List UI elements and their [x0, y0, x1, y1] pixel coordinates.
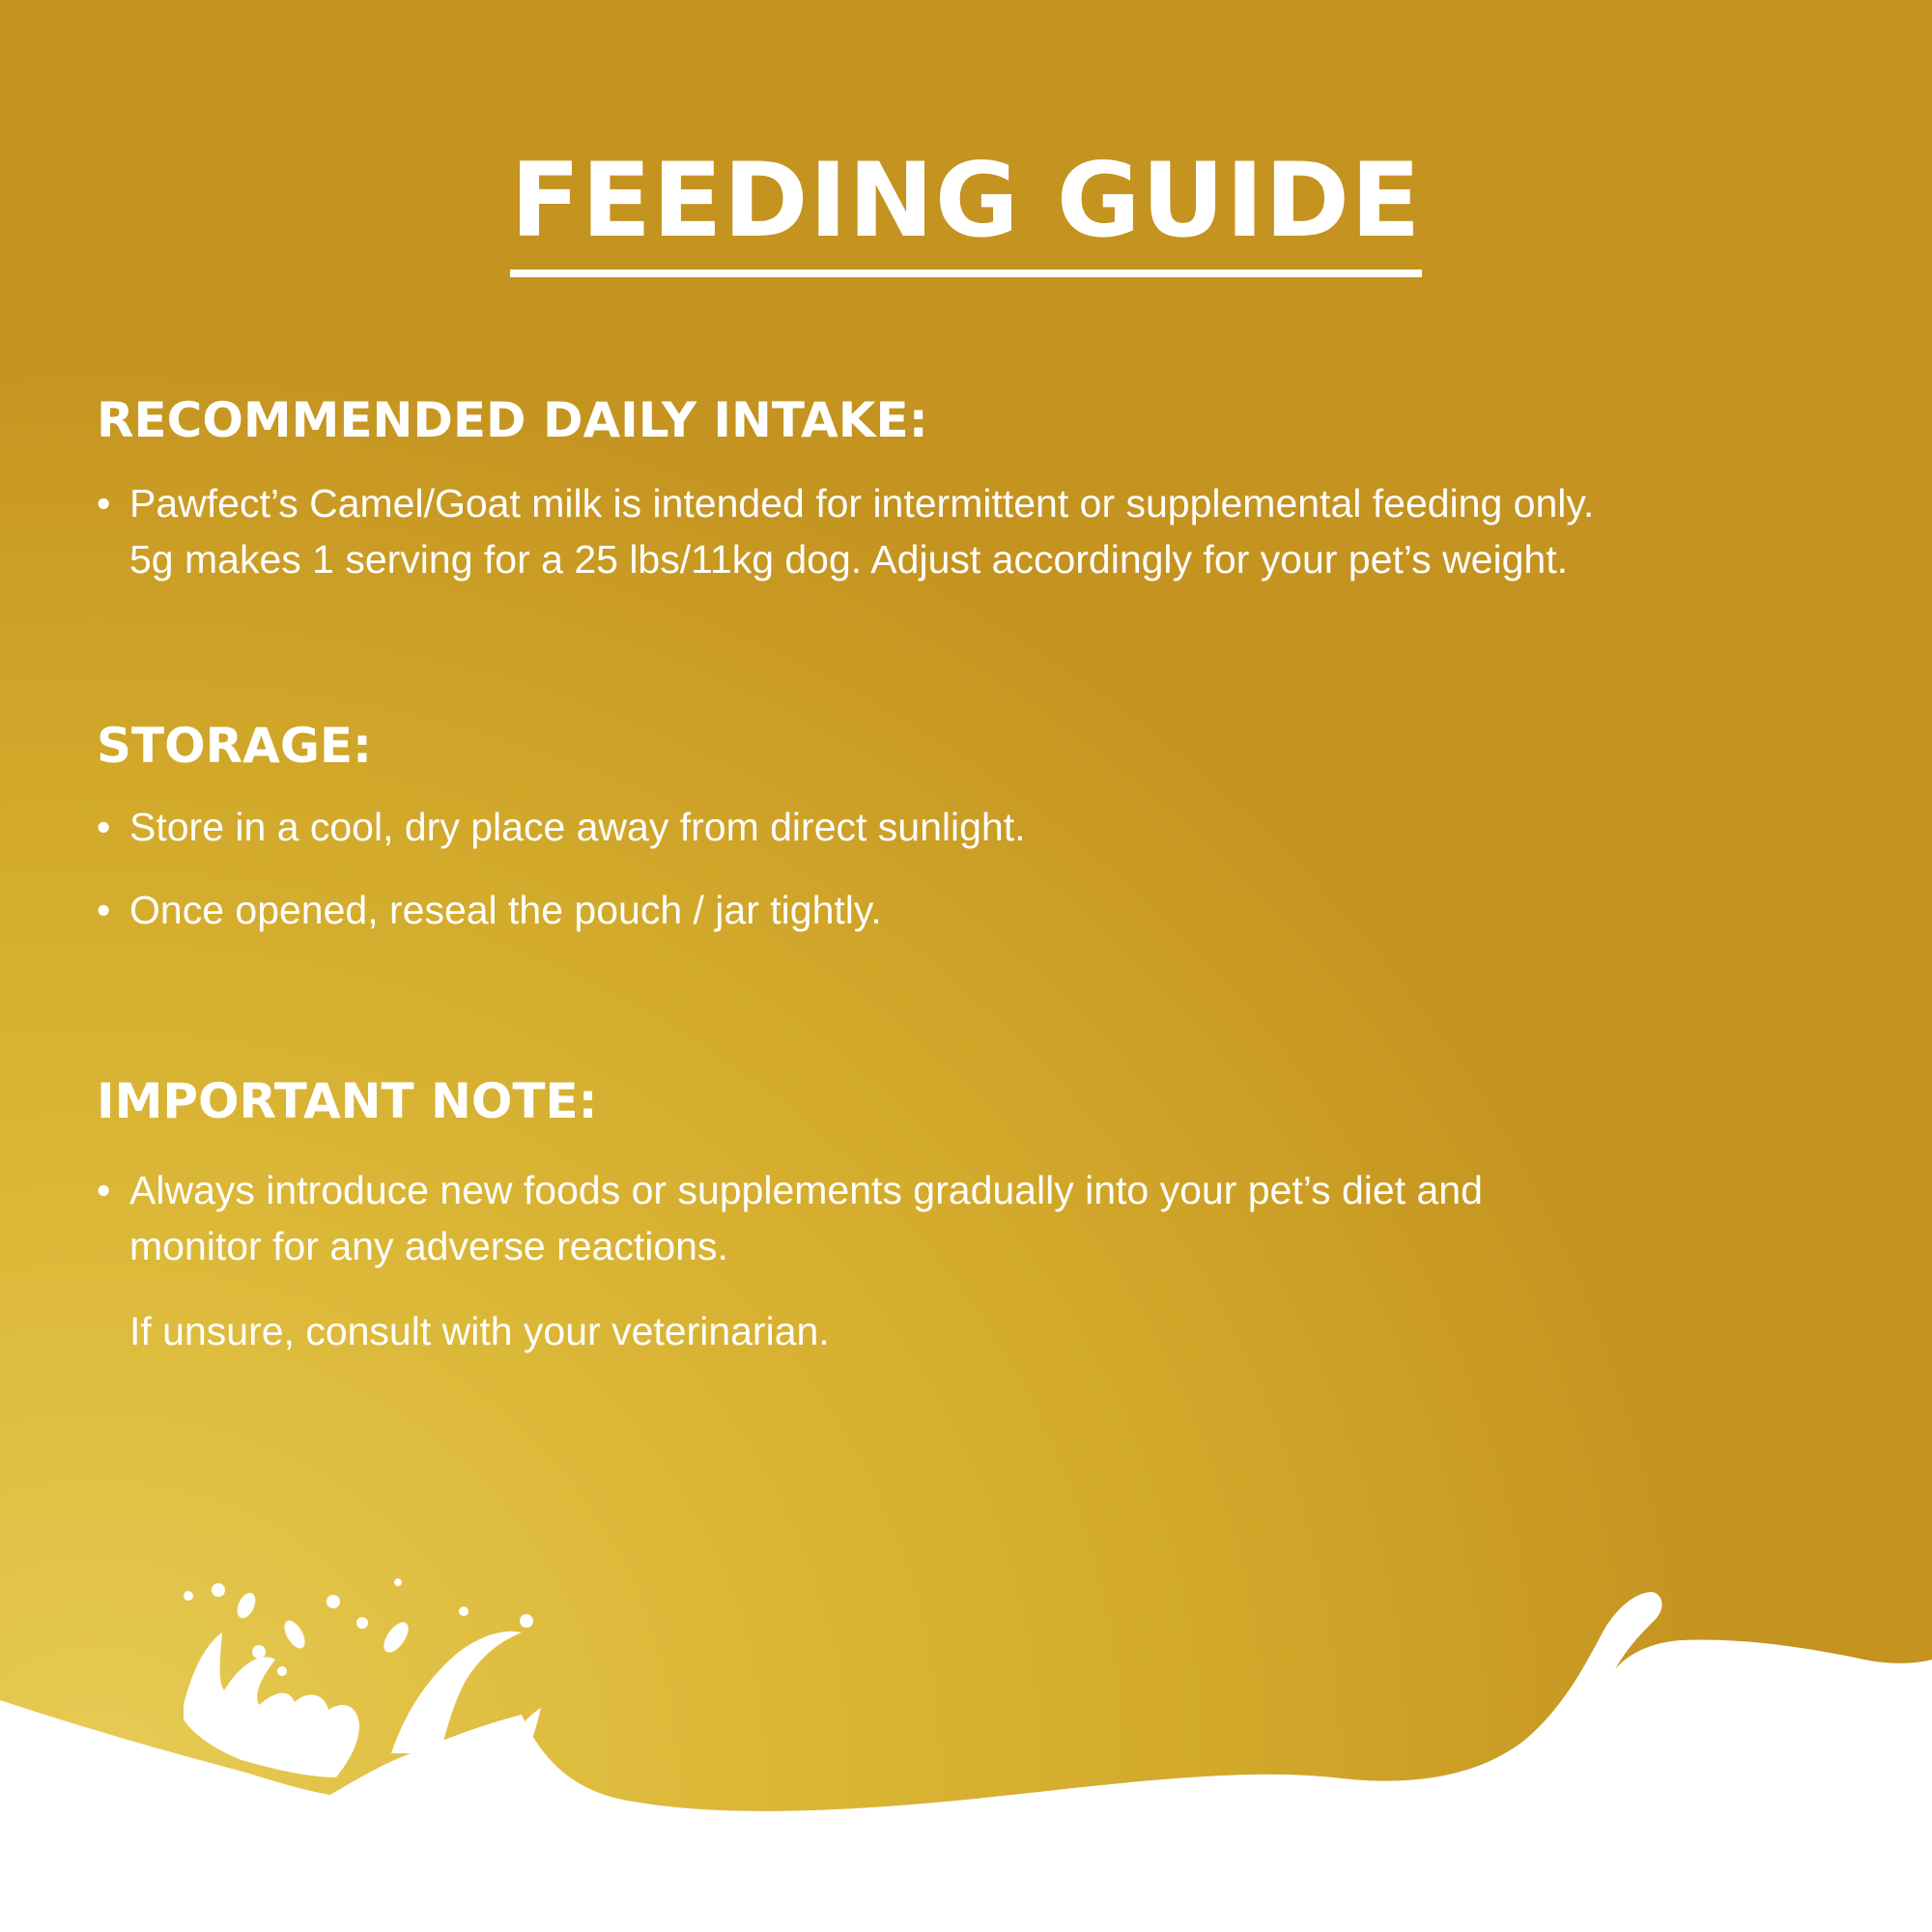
- milk-droplet: [394, 1578, 402, 1586]
- intake-bullet-line2: 5g makes 1 serving for a 25 lbs/11kg dog. Adjust accordingly for your pet’s weight.: [129, 537, 1568, 582]
- note-extra-text: If unsure, consult with your veterinarian.: [129, 1309, 830, 1353]
- note-bullet-line2: monitor for any adverse reactions.: [129, 1224, 728, 1268]
- intake-heading: RECOMMENDED DAILY INTAKE:: [97, 392, 928, 448]
- storage-bullet-1-text: Store in a cool, dry place away from direct sunlight.: [129, 805, 1026, 849]
- milk-droplet: [252, 1645, 266, 1659]
- milk-droplet: [212, 1583, 225, 1597]
- note-bullet-line1: Always introduce new foods or supplements gradually into your pet’s diet and: [129, 1168, 1483, 1212]
- bullet-dot: •: [97, 481, 111, 526]
- bullet-dot: •: [97, 888, 111, 932]
- storage-bullet-2-text: Once opened, reseal the pouch / jar tightly.: [129, 888, 882, 932]
- bullet-dot: •: [97, 805, 111, 849]
- milk-droplet: [379, 1618, 412, 1657]
- milk-splash-crown: [184, 1633, 359, 1777]
- milk-droplet: [520, 1614, 533, 1628]
- bullet-dot: •: [97, 1168, 111, 1212]
- storage-bullet-2: [97, 882, 1893, 938]
- milk-droplet: [184, 1591, 193, 1601]
- page-title: FEEDING GUIDE: [510, 145, 1421, 277]
- storage-heading: STORAGE:: [97, 718, 373, 774]
- storage-bullet-1: [97, 799, 1893, 855]
- milk-droplet: [280, 1617, 309, 1652]
- milk-droplet: [356, 1617, 368, 1629]
- milk-droplet: [327, 1595, 340, 1608]
- note-heading: IMPORTANT NOTE:: [97, 1073, 598, 1129]
- title-wrapper: [0, 141, 1932, 277]
- milk-droplet: [459, 1606, 469, 1616]
- milk-droplet: [234, 1590, 259, 1621]
- milk-droplet: [277, 1666, 287, 1676]
- note-bullet: [97, 1162, 1893, 1274]
- intake-bullet-line1: Pawfect’s Camel/Goat milk is intended for intermittent or supplemental feeding only.: [129, 481, 1595, 526]
- intake-bullet: [97, 475, 1893, 587]
- milk-splash-wave: [0, 1546, 1932, 1932]
